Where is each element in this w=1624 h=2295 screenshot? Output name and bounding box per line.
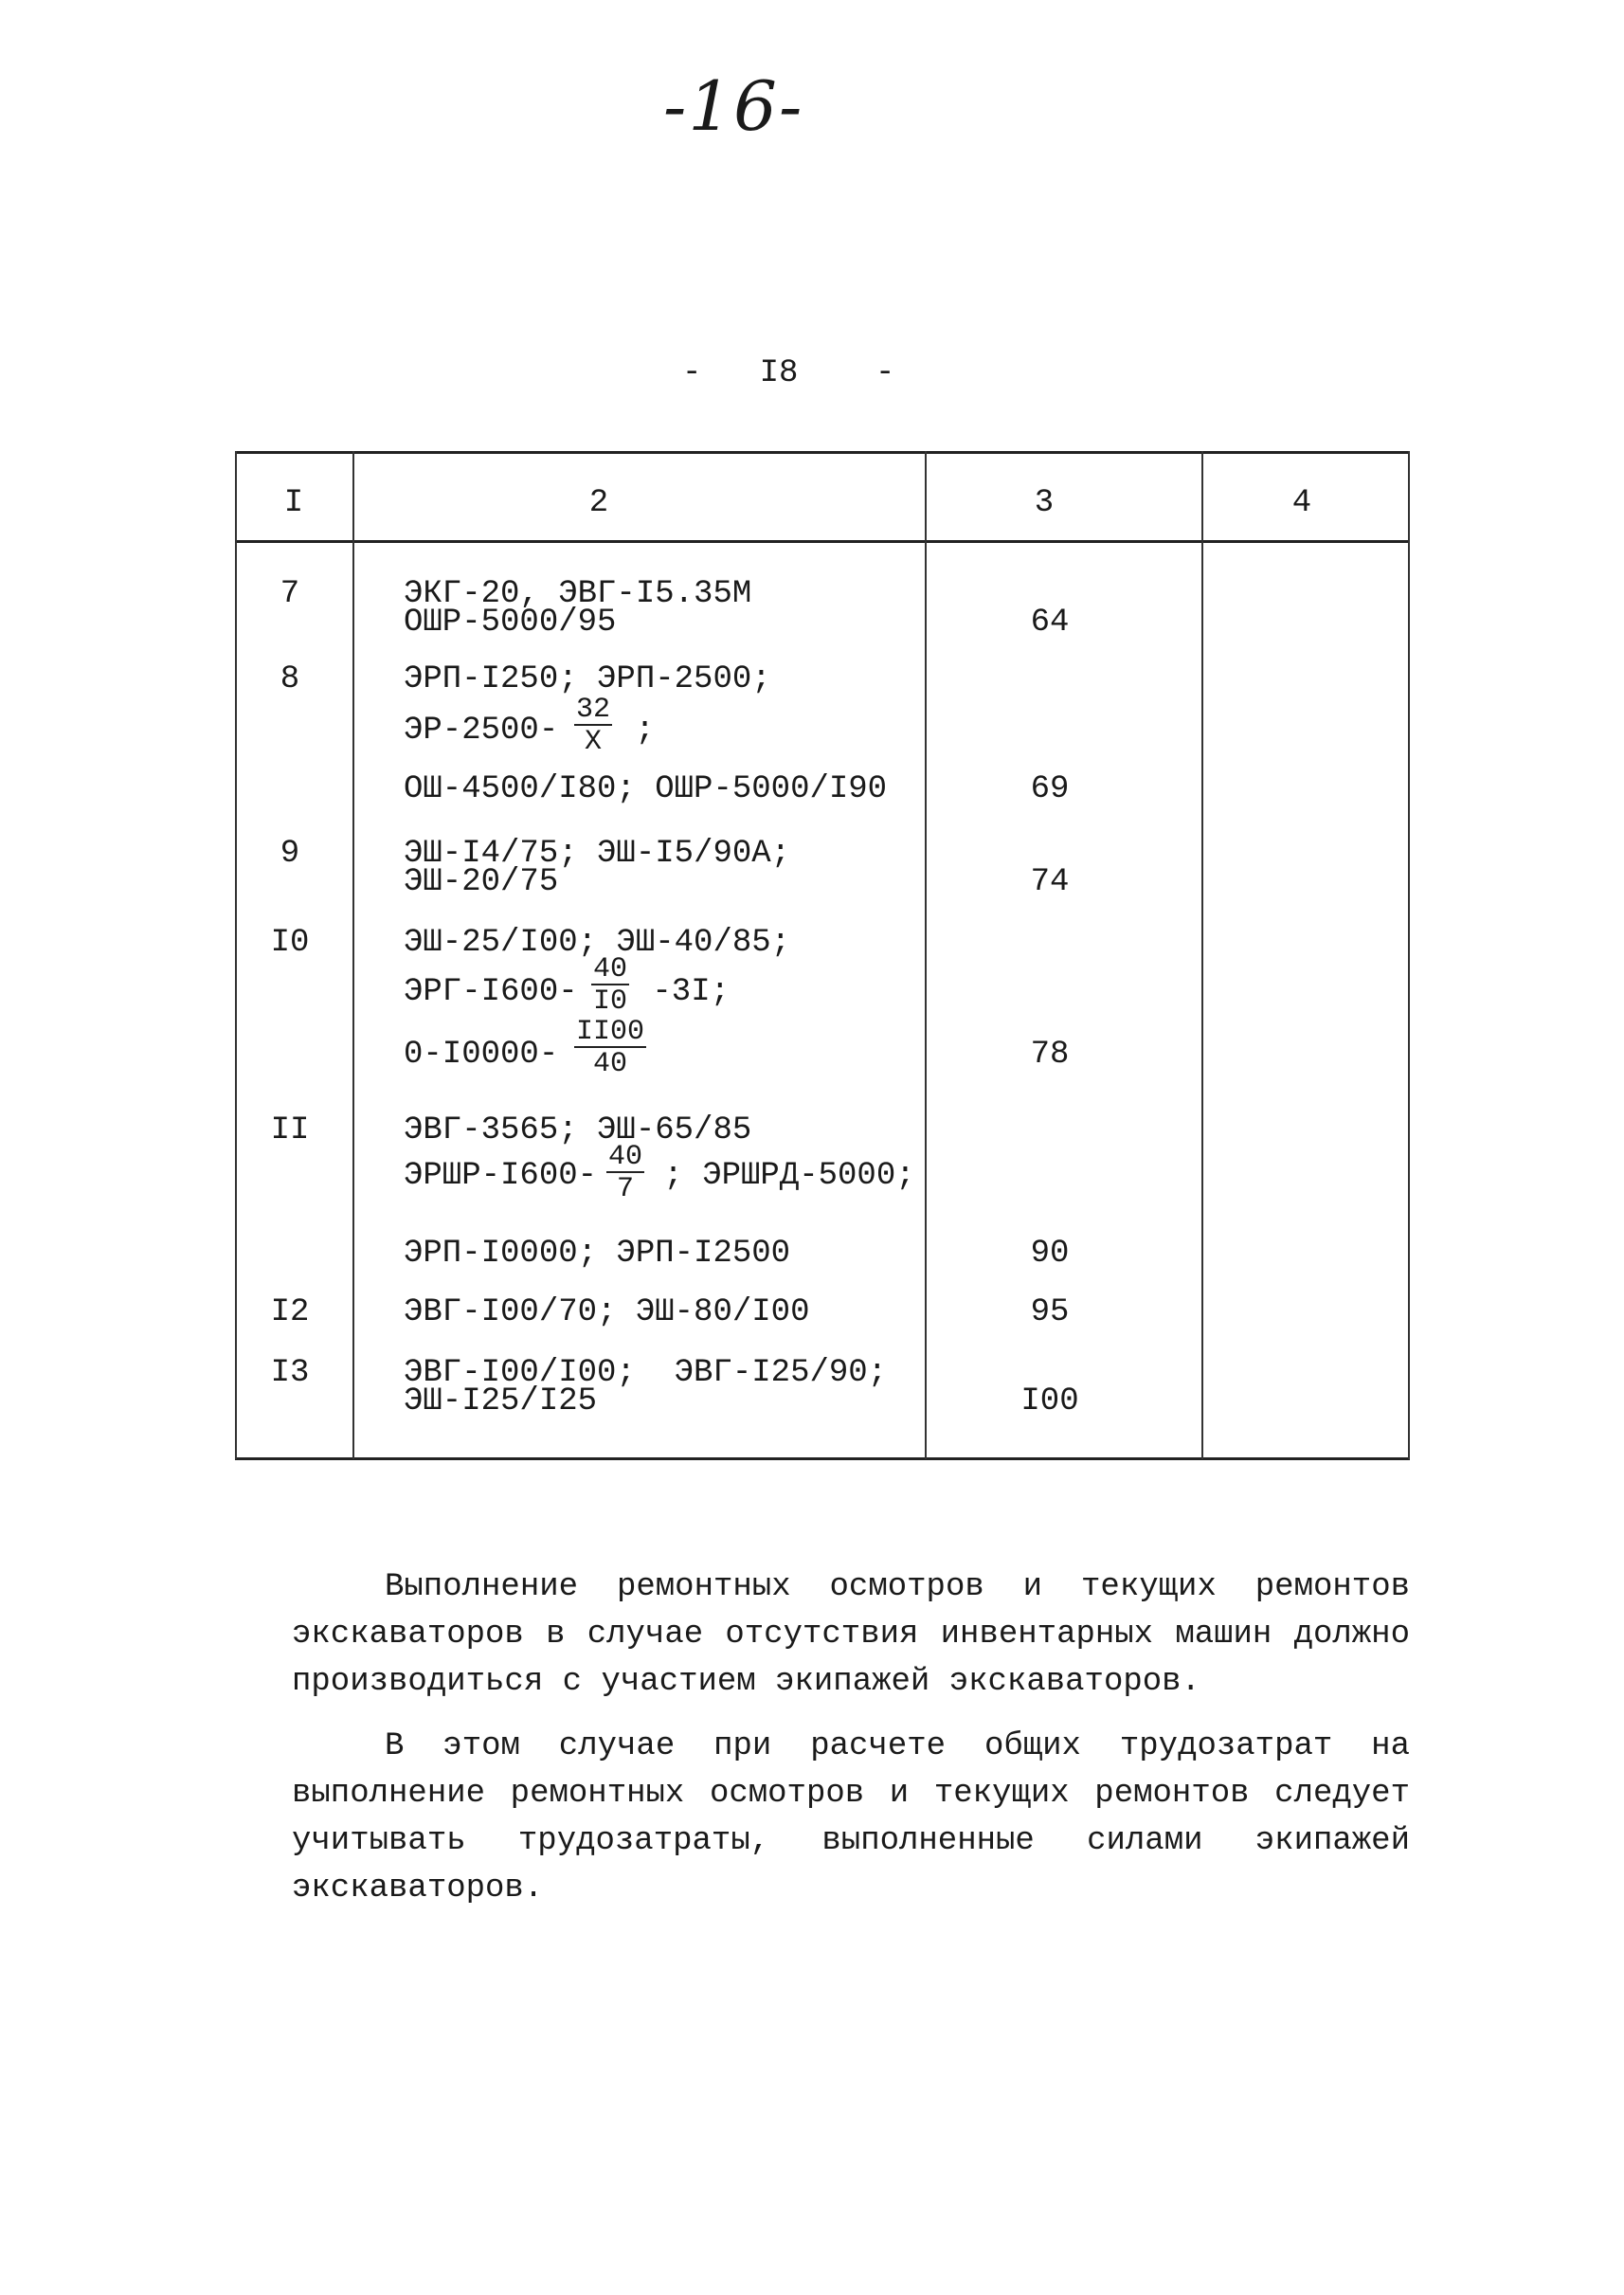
model-line: ЭВГ-I00/I00; ЭВГ-I25/90; [404,1355,888,1391]
row-value: 78 [1030,1037,1070,1073]
row-number: 7 [280,576,300,612]
table-right-border [1408,451,1410,1459]
fraction-numerator: II00 [576,1016,645,1048]
fraction [591,955,629,1016]
fraction-denominator: I0 [593,985,628,1018]
model-line: ЭШ-I25/I25 [404,1383,598,1419]
fraction [606,1143,644,1203]
model-line: 0-I0000- [404,1037,578,1073]
header-col-3: 3 [1034,485,1055,521]
row-number: I2 [270,1294,310,1330]
column-divider-3 [1201,451,1203,1459]
row-number: 8 [280,661,300,697]
row-number: 9 [280,836,300,872]
body-text [292,1563,1410,1929]
model-line: ЭРП-I250; ЭРП-2500; [404,661,771,697]
model-line: ЭШ-I4/75; ЭШ-I5/90А; [404,836,791,872]
model-line: ЭРГ-I600- [404,974,598,1010]
table-left-border [235,451,237,1459]
row-number: I3 [270,1355,310,1391]
fraction-numerator: 32 [576,694,611,726]
model-line: ЭВГ-3565; ЭШ-65/85 [404,1112,752,1148]
table-top-border [235,451,1410,454]
row-value: I00 [1020,1383,1079,1419]
header-col-1: I [283,485,304,521]
model-line: ЭРШР-I600- [404,1158,617,1194]
fraction [574,1018,646,1078]
column-divider-1 [352,451,354,1459]
model-line: ОШ-4500/I80; ОШР-5000/I90 [404,771,888,807]
header-col-4: 4 [1291,485,1312,521]
row-number: I0 [270,925,310,961]
model-line: ЭКГ-20, ЭВГ-I5.35М [404,576,752,612]
paragraph: В этом случае при расчете общих трудозатрат на выполнение ремонтных осмотров и текущих ремонтов следует учитывать трудозатраты, выполненные силами экипажей экскаваторов. [292,1728,1410,1906]
model-line: ЭРП-I0000; ЭРП-I2500 [404,1236,791,1272]
row-value: 69 [1030,771,1070,807]
paragraph: Выполнение ремонтных осмотров и текущих ремонтов экскаваторов в случае отсутствия инвентарных машин должно производиться с участием экипажей экскаваторов. [292,1569,1410,1700]
row-value: 95 [1030,1294,1070,1330]
table-bottom-border [235,1457,1410,1460]
handwritten-page-number: -16- [663,66,804,146]
model-line: ЭШ-20/75 [404,864,559,900]
header-col-2: 2 [588,485,609,521]
equipment-table [235,451,1410,1459]
row-value: 90 [1030,1236,1070,1272]
model-line: ЭВГ-I00/70; ЭШ-80/I00 [404,1294,810,1330]
table-header-border [235,540,1410,543]
row-value: 64 [1030,605,1070,641]
fraction-denominator: 7 [617,1173,635,1205]
model-line: ; [616,713,655,749]
model-line: ; ЭРШРД-5000; [644,1158,915,1194]
row-value: 74 [1030,864,1070,900]
model-line: -3I; [633,974,731,1010]
fraction [574,696,612,756]
model-line: ОШР-5000/95 [404,605,617,641]
fraction-numerator: 40 [608,1141,643,1173]
fraction-denominator: X [585,726,603,758]
model-line: ЭШ-25/I00; ЭШ-40/85; [404,925,791,961]
fraction-denominator: 40 [593,1048,628,1080]
fraction-numerator: 40 [593,953,628,985]
typed-page-number: - I8 - [682,355,895,391]
row-number: II [270,1112,310,1148]
column-divider-2 [925,451,927,1459]
model-line: ЭР-2500- [404,713,578,749]
